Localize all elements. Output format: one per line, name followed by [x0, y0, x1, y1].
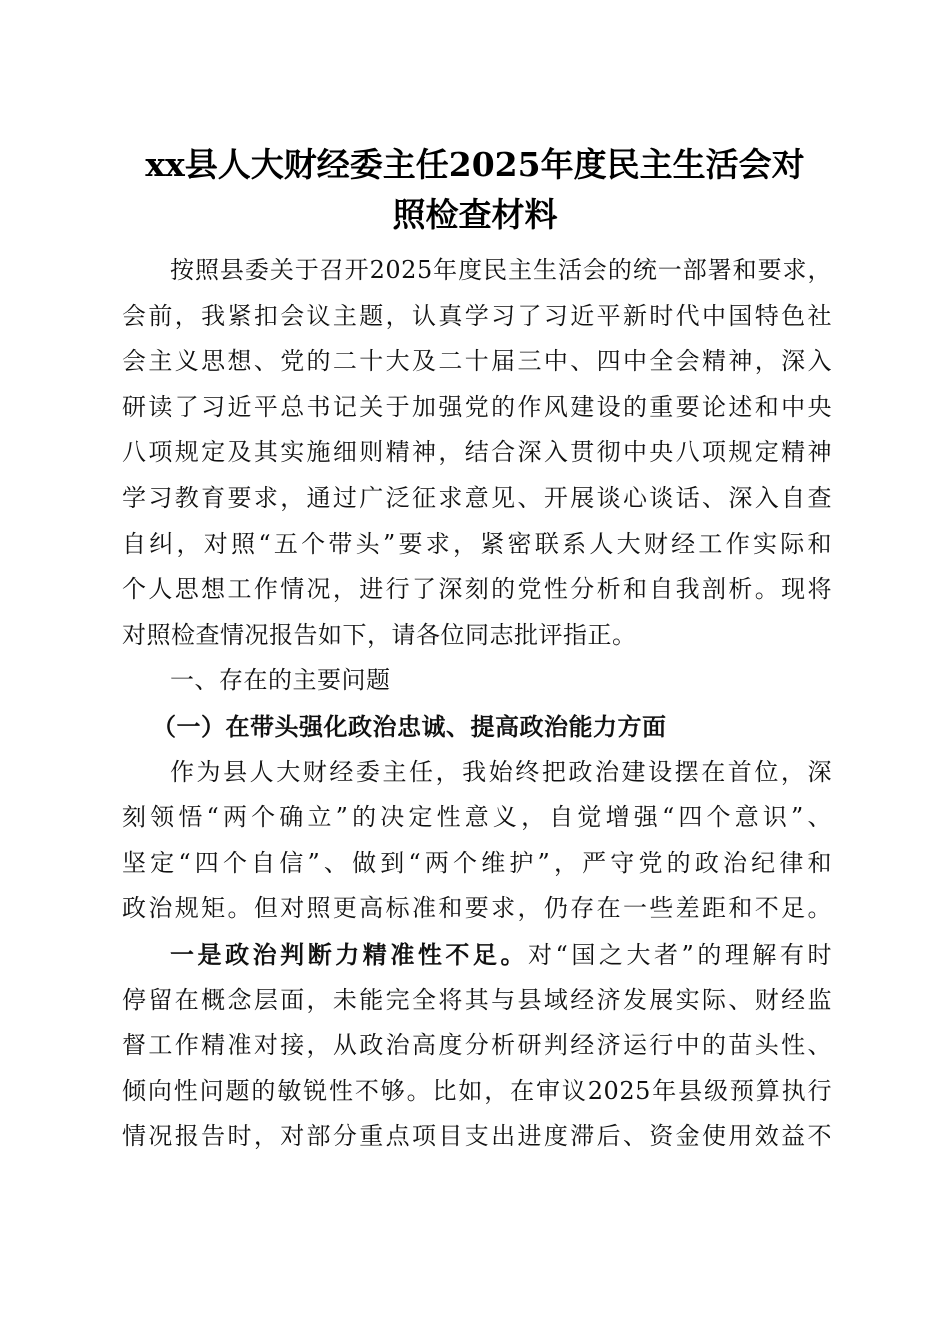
paragraph-1-line: 研读了习近平总书记关于加强党的作风建设的重要论述和中央 — [122, 392, 832, 421]
paragraph-1-line: 八项规定及其实施细则精神，结合深入贯彻中央八项规定精神 — [122, 438, 832, 467]
paragraph-1-line: 学习教育要求，通过广泛征求意见、开展谈心谈话、深入自查 — [122, 483, 832, 512]
paragraph-2-line: 刻领悟“两个确立”的决定性意义，自觉增强“四个意识”、 — [122, 803, 832, 832]
title-line-2: 照检查材料 — [392, 195, 558, 234]
paragraph-1-line: 按照县委关于召开2025年度民主生活会的统一部署和要求， — [170, 256, 832, 284]
paragraph-2-line: 坚定“四个自信”、做到“两个维护”，严守党的政治纪律和 — [122, 848, 832, 877]
subsection-heading: （一）在带头强化政治忠诚、提高政治能力方面 — [152, 711, 667, 741]
paragraph-1-line: 会主义思想、党的二十大及二十届三中、四中全会精神，深入 — [122, 347, 832, 376]
paragraph-1-line: 会前，我紧扣会议主题，认真学习了习近平新时代中国特色社 — [122, 301, 832, 330]
document-title — [110, 140, 840, 240]
paragraph-1-line: 个人思想工作情况，进行了深刻的党性分析和自我剖析。现将 — [122, 575, 832, 604]
title-line-1: xx县人大财经委主任2025年度民主生活会对 — [145, 145, 805, 184]
document-body — [122, 248, 832, 1160]
paragraph-1-line: 自纠，对照“五个带头”要求，紧密联系人大财经工作实际和 — [122, 529, 832, 558]
paragraph-3-first-line — [122, 932, 832, 978]
paragraph-3-first-rest: 对“国之大者”的理解有时 — [528, 940, 832, 969]
section-heading: 一、存在的主要问题 — [170, 666, 391, 695]
paragraph-3-line: 倾向性问题的敏锐性不够。比如，在审议2025年县级预算执行 — [122, 1076, 832, 1105]
paragraph-1-line: 对照检查情况报告如下，请各位同志批评指正。 — [122, 620, 637, 649]
paragraph-2-line: 政治规矩。但对照更高标准和要求，仍存在一些差距和不足。 — [122, 894, 832, 923]
paragraph-3-line: 情况报告时，对部分重点项目支出进度滞后、资金使用效益不 — [122, 1122, 832, 1151]
paragraph-2-line: 作为县人大财经委主任，我始终把政治建设摆在首位，深 — [170, 757, 832, 786]
paragraph-3-line: 停留在概念层面，未能完全将其与县域经济发展实际、财经监 — [122, 985, 832, 1014]
paragraph-3-lead: 一是政治判断力精准性不足。 — [170, 939, 529, 969]
paragraph-3-line: 督工作精准对接，从政治高度分析研判经济运行中的苗头性、 — [122, 1031, 832, 1060]
